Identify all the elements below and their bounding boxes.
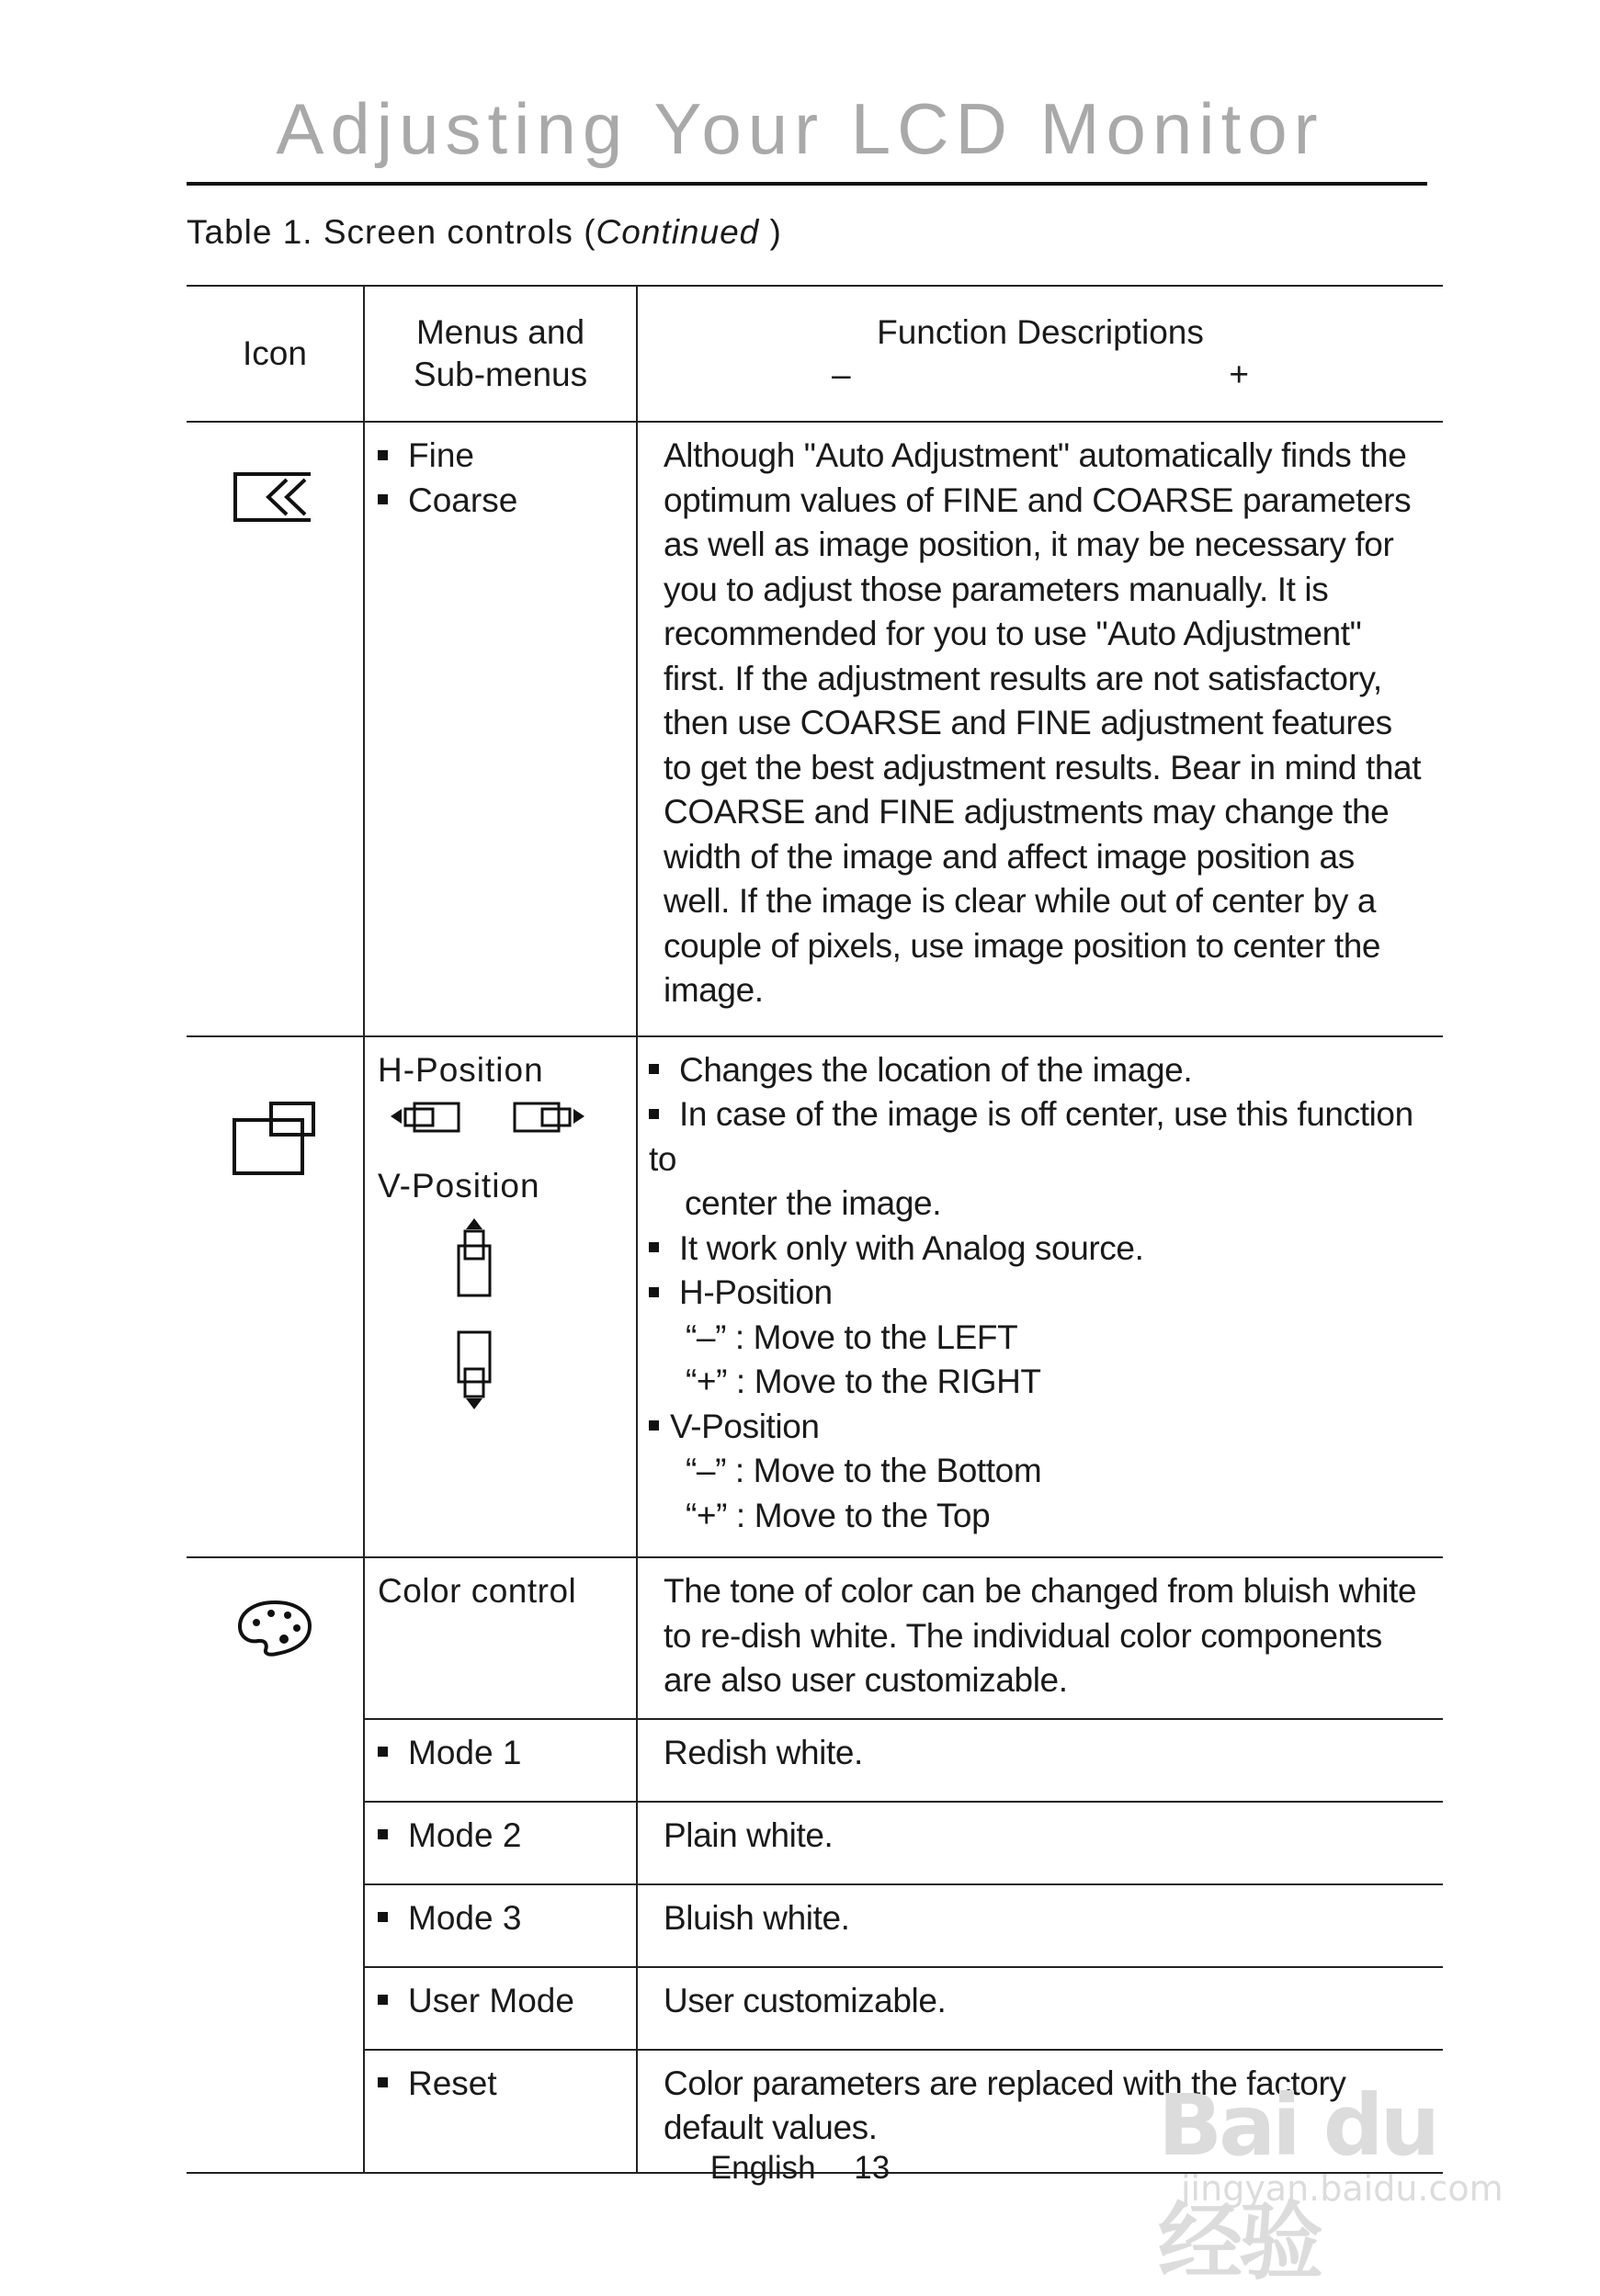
table-row: [187, 1802, 1443, 1884]
color-control-description: The tone of color can be changed from bluish white to re-dish white. The individual color components are also user customizable.: [637, 1557, 1443, 1719]
color-control-menu: Color control: [364, 1557, 637, 1719]
header-menus: [364, 286, 637, 422]
fine-coarse-description: Although "Auto Adjustment" automatically finds the optimum values of FINE and COARSE parameters as well as image position, it may be necessary for you to adjust those parameters manually. It is recommended for you to use "Auto Adjustment" first. If the adjustment results are not satisfactory, then use COARSE and FINE adjustment features to get the best adjustment results. Bear in mind that COARSE and FINE adjustments may change the width of the image and affect image position as well. If the image is clear while out of center by a couple of pixels, use image position to center the image.: [637, 422, 1443, 1036]
caption-continued: Continued: [596, 213, 760, 251]
v-position-label: V-Position: [378, 1167, 540, 1205]
caption-prefix: Table 1. Screen controls (: [187, 213, 596, 251]
mode-3-menu: Mode 3: [364, 1884, 637, 1967]
table-row: [187, 1036, 1443, 1558]
table-row: [187, 1557, 1443, 1719]
header-minus: –: [832, 356, 851, 393]
header-menus-line1: Menus and: [415, 313, 585, 351]
palette-icon: [187, 1557, 364, 2173]
title-rule: [187, 182, 1427, 186]
watermark-logo: Bai du 经验: [1158, 2076, 1437, 2291]
list-item: “+” : Move to the RIGHT: [686, 1363, 1041, 1400]
h-position-right-icon: [511, 1098, 584, 1135]
v-position-down-icon: [453, 1329, 495, 1409]
table-row: [187, 1719, 1443, 1802]
mode-1-menu: Mode 1: [364, 1719, 637, 1802]
header-menus-line2: Sub-menus: [413, 356, 588, 393]
table-row: [187, 1884, 1443, 1967]
header-function-label: Function Descriptions: [877, 313, 1204, 351]
header-function: [637, 286, 1443, 422]
position-menu: [364, 1036, 637, 1558]
user-mode-menu: User Mode: [364, 1967, 637, 2050]
v-position-up-icon: [453, 1218, 495, 1299]
mode-2-menu: Mode 2: [364, 1802, 637, 1884]
list-item: It work only with Analog source.: [649, 1227, 1426, 1272]
screen-controls-table: [187, 285, 1443, 2174]
table-row: [187, 422, 1443, 1036]
footer-language: English: [709, 2150, 816, 2186]
mode-2-description: Plain white.: [637, 1802, 1443, 1884]
watermark-url: jingyan.baidu.com: [1181, 2168, 1504, 2209]
table-caption: [187, 213, 782, 252]
user-mode-description: User customizable.: [637, 1967, 1443, 2050]
fine-coarse-menu: [364, 422, 637, 1036]
caption-suffix: ): [759, 213, 782, 251]
table-header-row: [187, 286, 1443, 422]
list-item: H-Position: [649, 1271, 1426, 1316]
header-plus: +: [1229, 356, 1249, 393]
list-item: Fine: [378, 434, 627, 479]
list-item: center the image.: [685, 1184, 942, 1222]
h-position-icons: [378, 1092, 627, 1140]
reset-menu: Reset: [364, 2050, 637, 2173]
reset-description: Color parameters are replaced with the factory default values.: [637, 2050, 1443, 2173]
position-icon: [187, 1036, 364, 1558]
list-item: Coarse: [378, 479, 627, 524]
h-position-label: H-Position: [378, 1050, 544, 1089]
list-item: “–” : Move to the LEFT: [686, 1318, 1018, 1356]
h-position-left-icon: [391, 1098, 464, 1135]
header-icon: Icon: [187, 286, 364, 422]
list-item: V-Position: [649, 1405, 1426, 1450]
mode-1-description: Redish white.: [637, 1719, 1443, 1802]
list-item: “+” : Move to the Top: [686, 1496, 991, 1534]
list-item: “–” : Move to the Bottom: [686, 1452, 1042, 1489]
fine-coarse-icon: [187, 422, 364, 1036]
position-description: [637, 1036, 1443, 1558]
page-title: Adjusting Your LCD Monitor: [276, 88, 1324, 169]
list-item: Changes the location of the image.: [649, 1048, 1426, 1093]
footer-page-number: 13: [854, 2150, 891, 2186]
list-item: In case of the image is off center, use this function to: [649, 1095, 1413, 1178]
page-footer: [0, 2150, 1600, 2187]
mode-3-description: Bluish white.: [637, 1884, 1443, 1967]
